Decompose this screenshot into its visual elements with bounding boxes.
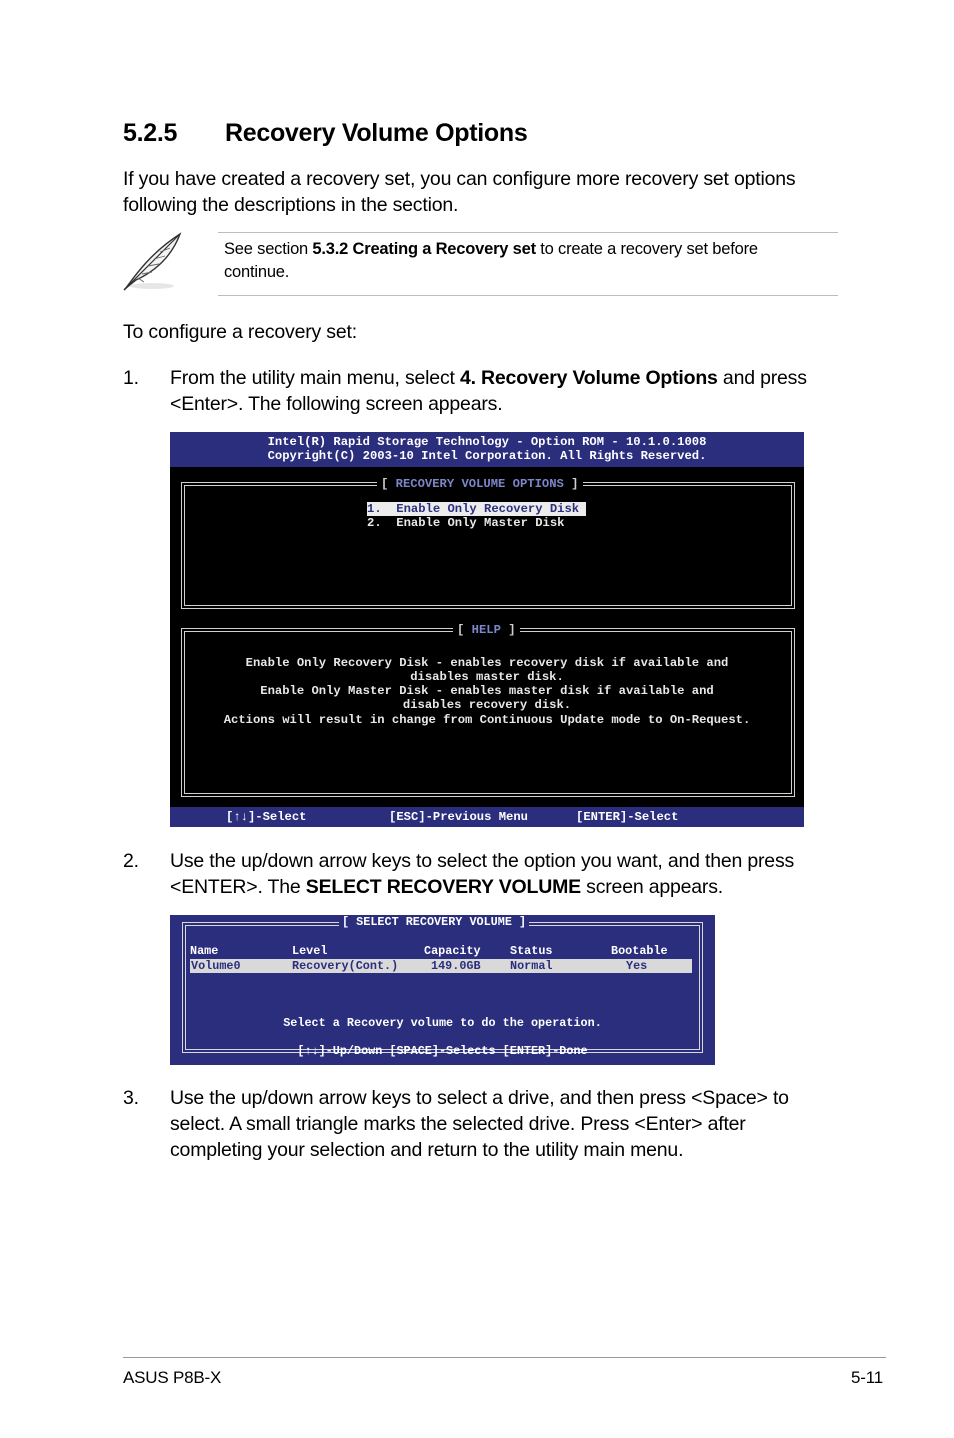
select-volume-message: Select a Recovery volume to do the operation. [283,1016,602,1030]
section-heading [123,119,527,148]
section-title: Recovery Volume Options [225,119,528,147]
note-feather-icon [122,228,186,292]
footer-rule [123,1357,886,1358]
screen-header: Intel(R) Rapid Storage Technology - Option ROM - 10.1.0.1008 Copyright(C) 2003-10 Intel Corporation. All Rights Reserved. [170,432,804,467]
help-line: Enable Only Recovery Disk - enables recovery disk if available and [245,656,729,670]
configure-label: To configure a recovery set: [123,321,357,343]
step-text: Use the up/down arrow keys to select the option you want, and then press <ENTER>. The SELECT RECOVERY VOLUME screen appears. [170,850,795,898]
footer-product: ASUS P8B-X [123,1368,222,1387]
options-box-title: [ RECOVERY VOLUME OPTIONS ] [377,477,583,491]
key-hint-select: [↑↓]-Select [226,810,307,824]
key-hint-enter: [ENTER]-Select [576,810,679,824]
option-enable-only-recovery-disk[interactable]: 1. Enable Only Recovery Disk [367,502,587,516]
step-text: From the utility main menu, select 4. Recovery Volume Options and press <Enter>. The following screen appears. [170,367,807,415]
note-reference: 5.3.2 Creating a Recovery set [312,240,536,258]
help-line: Enable Only Master Disk - enables master disk if available and [260,684,714,698]
volume-table-header: Name Level Capacity Status Bootable [190,944,668,958]
select-volume-title: [ SELECT RECOVERY VOLUME ] [339,915,529,929]
intro-paragraph: If you have created a recovery set, you can configure more recovery set options following the descriptions in the section. [123,168,796,216]
recovery-volume-options-screen [170,432,804,827]
step-number: 2. [123,850,139,872]
note-bottom-rule [218,295,838,296]
screen-key-bar [170,807,804,827]
help-line: disables master disk. [410,670,564,684]
footer-page-number: 5-11 [851,1368,883,1387]
note-text: See section 5.3.2 Creating a Recovery set to create a recovery set before continue. [224,240,758,281]
option-enable-only-master-disk[interactable]: 2. Enable Only Master Disk [367,516,565,530]
select-volume-key-hints: [↑↓]-Up/Down [SPACE]-Selects [ENTER]-Done [297,1044,588,1058]
step-number: 1. [123,367,139,389]
volume-row-volume0[interactable]: Volume0 Recovery(Cont.) 149.0GB Normal Yes [190,959,692,973]
step-text: Use the up/down arrow keys to select a drive, and then press <Space> to select. A small triangle marks the selected drive. Press <Enter> after completing your selection and return to the utility main menu. [170,1087,789,1161]
step-number: 3. [123,1087,139,1109]
select-volume-box [182,922,703,1053]
select-recovery-volume-screen [170,915,715,1065]
key-hint-previous-menu: [ESC]-Previous Menu [389,810,528,824]
note-top-rule [218,232,838,233]
help-box-title: [ HELP ] [453,623,520,637]
help-line: Actions will result in change from Continuous Update mode to On-Request. [223,713,751,727]
section-number: 5.2.5 [123,119,178,147]
help-line: disables recovery disk. [402,698,572,712]
